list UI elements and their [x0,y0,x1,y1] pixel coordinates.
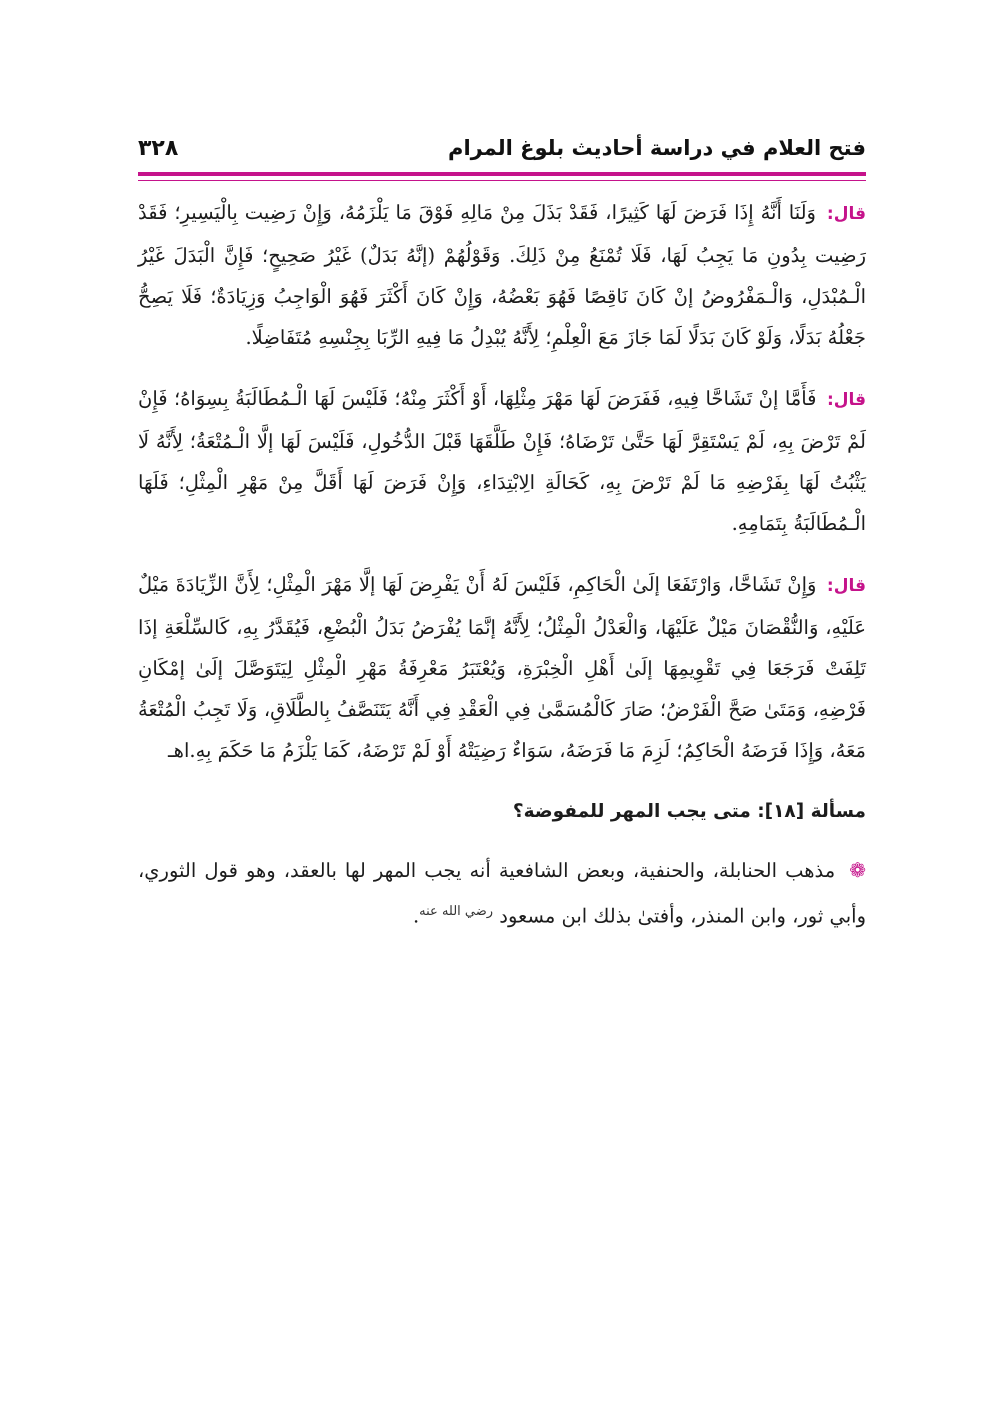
paragraph-text: فَأَمَّا إنْ تَشَاحَّا فِيهِ، فَفَرَضَ لَهَا مَهْرَ مِثْلِهَا، أَوْ أَكْثَرَ مِنْهُ؛ فَلَيْسَ لَهَا الْـمُطَالَبَةُ بِسِوَاهُ؛ فَإِنْ لَمْ تَرْضَ بِهِ، لَمْ يَسْتَقِرَّ لَهَا حَتَّىٰ تَرْضَاهُ؛ فَإِنْ طَلَّقَهَا قَبْلَ الدُّخُولِ، فَلَيْسَ لَهَا إلَّا الْـمُتْعَةُ؛ لِأَنَّهُ لَا يَثْبُتُ لَهَا بِفَرْضِهِ مَا لَمْ تَرْضَ بِهِ، كَحَالَةِ الِابْتِدَاءِ، وَإِنْ فَرَضَ لَهَا أَقَلَّ مِنْ مَهْرِ الْمِثْلِ؛ فَلَهَا الْـمُطَالَبَةُ بِتَمَامِهِ. [138,387,866,535]
paragraph-2 [138,378,866,544]
paragraph-1 [138,192,866,358]
header-rule-thin [138,180,866,181]
header-rule-thick [138,172,866,176]
flower-ornament-icon: ❁ [849,858,867,882]
page-number: ٣٢٨ [138,135,179,161]
honorific: رضي الله عنه [419,904,494,919]
final-period: . [412,904,420,928]
page-header [138,130,866,166]
body-content [138,192,866,957]
qala-label: قال: [826,576,866,596]
paragraph-final [138,850,866,937]
paragraph-text: وَإِنْ تَشَاحَّا، وَارْتَفَعَا إلَىٰ الْحَاكِمِ، فَلَيْسَ لَهُ أَنْ يَفْرِضَ لَهَا إلَّا مَهْرَ الْمِثْلِ؛ لِأَنَّ الزِّيَادَةَ مَيْلٌ عَلَيْهِ، وَالنُّقْصَانَ مَيْلٌ عَلَيْهَا، وَالْعَدْلُ الْمِثْلُ؛ لِأَنَّهُ إنَّمَا يُفْرَضُ بَدَلُ الْبُضْعِ، فَيُقَدَّرُ بِهِ، كَالسِّلْعَةِ إذَا تَلِفَتْ فَرَجَعَا فِي تَقْوِيمِهَا إلَىٰ أَهْلِ الْخِبْرَةِ، وَيُعْتَبَرُ مَعْرِفَةُ مَهْرِ الْمِثْلِ لِيَتَوَصَّلَ إلَىٰ إمْكَانِ فَرْضِهِ، وَمَتَىٰ صَحَّ الْفَرْضُ؛ صَارَ كَالْمُسَمَّىٰ فِي الْعَقْدِ فِي أَنَّهُ يَتَنَصَّفُ بِالطَّلَاقِ، وَلَا تَجِبُ الْمُتْعَةُ مَعَهُ، وَإِذَا فَرَضَهُ الْحَاكِمُ؛ لَزِمَ مَا فَرَضَهُ، سَوَاءٌ رَضِيَتْهُ أَوْ لَمْ تَرْضَهُ، كَمَا يَلْزَمُ مَا حَكَمَ بِهِ.اهـ [138,573,866,762]
qala-label: قال: [826,390,867,410]
paragraph-3 [138,564,866,771]
qala-label: قال: [826,204,866,224]
paragraph-text: وَلَنَا أَنَّهُ إِذَا فَرَضَ لَهَا كَثِيرًا، فَقَدْ بَذَلَ مِنْ مَالِهِ فَوْقَ مَا يَلْزَمُهُ، وَإِنْ رَضِيت بِالْيَسِيرِ؛ فَقَدْ رَضِيت بِدُونِ مَا يَجِبُ لَهَا، فَلَا تُمْنَعُ مِنْ ذَلِكَ. وَقَوْلُهُمْ (إنَّهُ بَدَلٌ) غَيْرُ صَحِيحٍ؛ فَإِنَّ الْبَدَلَ غَيْرُ الْـمُبْدَلِ، وَالْـمَفْرُوضُ إنْ كَانَ نَاقِصًا فَهُوَ بَعْضُهُ، وَإِنْ كَانَ أَكْثَرَ فَهُوَ الْوَاجِبُ وَزِيَادَةٌ؛ فَلَا يَصِحُّ جَعْلُهُ بَدَلًا، وَلَوْ كَانَ بَدَلًا لَمَا جَازَ مَعَ الْعِلْمِ؛ لِأَنَّهُ يُبْدِلُ مَا فِيهِ الرِّبَا بِجِنْسِهِ مُتَفَاضِلًا. [138,201,866,349]
book-title: فتح العلام في دراسة أحاديث بلوغ المرام [448,136,866,160]
issue-heading: مسألة [١٨]: متى يجب المهر للمفوضة؟ [512,801,866,822]
paragraph-text: مذهب الحنابلة، والحنفية، وبعض الشافعية أنه يجب المهر لها بالعقد، وهو قول الثوري، وأبي ثور، وابن المنذر، وأفتىٰ بذلك ابن مسعود [138,859,866,928]
